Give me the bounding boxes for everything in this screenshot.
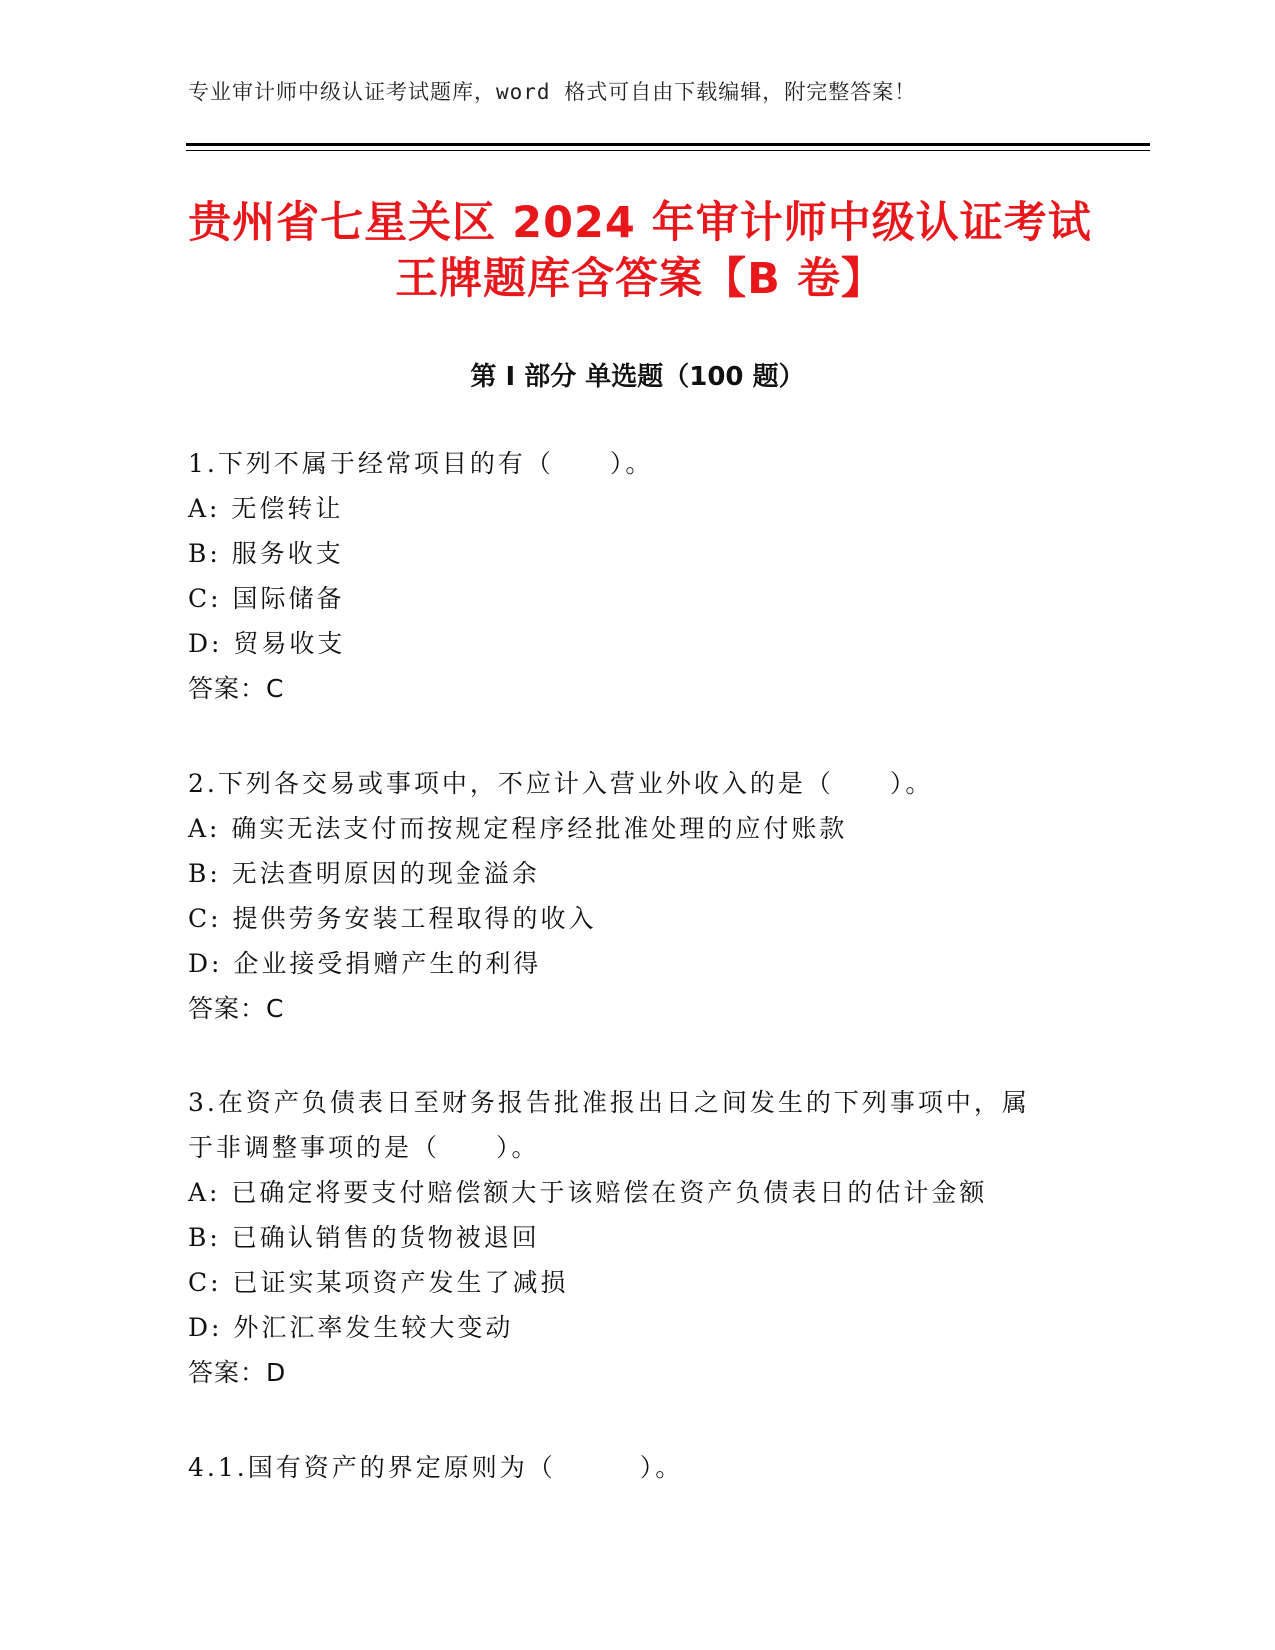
option-b: B: 服务收支	[188, 539, 344, 568]
question-2	[188, 761, 1068, 1031]
question-stem: 2.下列各交易或事项中，不应计入营业外收入的是（ ）。	[188, 769, 934, 798]
answer: 答案：C	[188, 994, 285, 1023]
option-d: D: 贸易收支	[188, 629, 346, 658]
option-c: C: 已证实某项资产发生了减损	[188, 1268, 569, 1297]
option-d: D: 外汇汇率发生较大变动	[188, 1313, 514, 1342]
question-3	[188, 1080, 1068, 1395]
question-stem: 4.1.国有资产的界定原则为（ ）。	[188, 1453, 684, 1482]
title-line-2: 王牌题库含答案【B 卷】	[395, 254, 885, 304]
question-1	[188, 441, 1068, 711]
question-stem-line-1: 3.在资产负债表日至财务报告批准报出日之间发生的下列事项中，属	[188, 1088, 1030, 1117]
option-b: B: 无法查明原因的现金溢余	[188, 859, 540, 888]
header-rule-thin	[186, 150, 1150, 151]
header-note: 专业审计师中级认证考试题库，word 格式可自由下载编辑，附完整答案！	[188, 80, 917, 104]
answer: 答案：C	[188, 674, 285, 703]
option-a: A: 已确定将要支付赔偿额大于该赔偿在资产负债表日的估计金额	[188, 1178, 988, 1207]
option-a: A: 确实无法支付而按规定程序经批准处理的应付账款	[188, 814, 848, 843]
option-a: A: 无偿转让	[188, 494, 344, 523]
section-title: 第 I 部分 单选题（100 题）	[470, 362, 805, 392]
answer: 答案：D	[188, 1358, 287, 1387]
question-stem: 1.下列不属于经常项目的有（ ）。	[188, 449, 654, 478]
document-title	[150, 195, 1130, 307]
option-c: C: 提供劳务安装工程取得的收入	[188, 904, 597, 933]
question-stem-line-2: 于非调整事项的是（ ）。	[188, 1133, 540, 1162]
question-4	[188, 1445, 1068, 1490]
title-line-1: 贵州省七星关区 2024 年审计师中级认证考试	[188, 198, 1092, 248]
header-rule-thick	[186, 143, 1150, 146]
option-d: D: 企业接受捐赠产生的利得	[188, 949, 542, 978]
option-b: B: 已确认销售的货物被退回	[188, 1223, 540, 1252]
option-c: C: 国际储备	[188, 584, 345, 613]
